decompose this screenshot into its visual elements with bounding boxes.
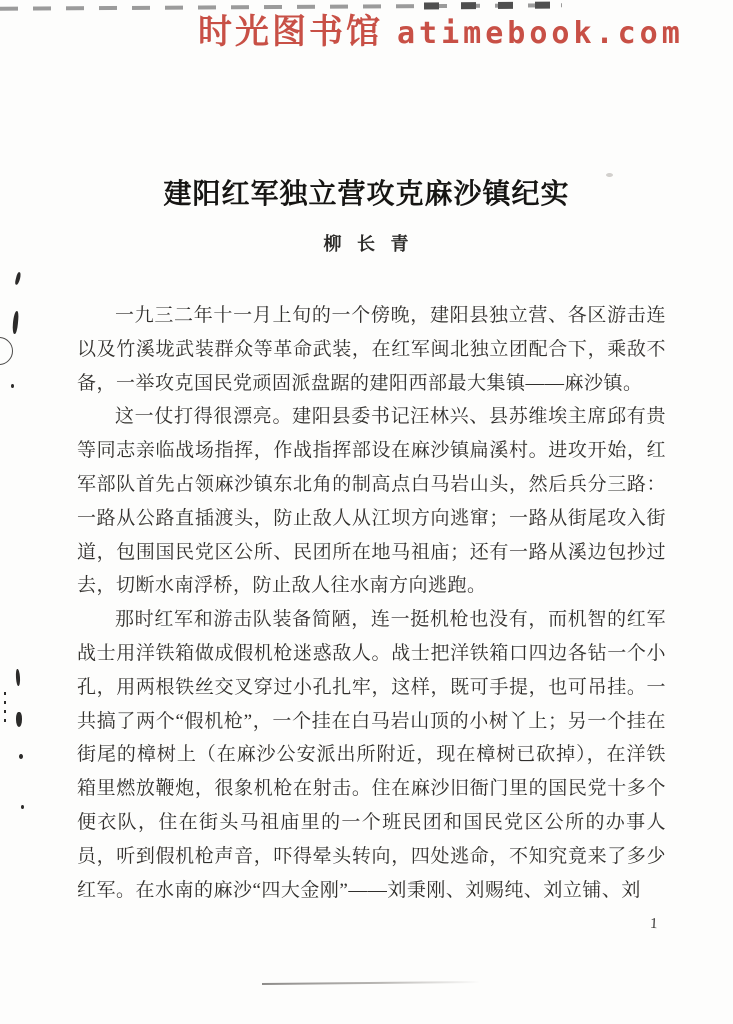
ink-circle-mark <box>0 337 13 365</box>
ink-mark <box>12 311 19 334</box>
ink-mark <box>14 272 21 286</box>
article-body <box>77 299 666 907</box>
paragraph-1: 一九三二年十一月上旬的一个傍晚，建阳县独立营、各区游击连以及竹溪垅武装群众等革命武装，在红军闽北独立团配合下，乘敌不备，一举攻克国民党顽固派盘踞的建阳西部最大集镇——麻沙镇。 <box>77 305 666 394</box>
ink-dot <box>4 719 6 722</box>
ink-dot <box>19 754 23 759</box>
page-number: 1 <box>649 915 658 933</box>
ink-dot <box>4 701 6 704</box>
watermark-site-name: 时光图书馆 <box>198 13 383 51</box>
paragraph-3: 那时红军和游击队装备简陋，连一挺机枪也没有，而机智的红军战士用洋铁箱做成假机枪迷惑敌人。战士把洋铁箱口四边各钻一个小孔，用两根铁丝交叉穿过小孔扎牢，这样，既可手提，也可吊挂。一共搞了两个“假机枪”，一个挂在白马岩山顶的小树丫上；另一个挂在街尾的樟树上（在麻沙公安派出所附近，现在樟树已砍掉），在洋铁箱里燃放鞭炮，很象机枪在射击。住在麻沙旧衙门里的国民党十多个便衣队，住在街头马祖庙里的一个班民团和国民党区公所的办事人员，听到假机枪声音，吓得晕头转向，四处逃命，不知究竟来了多少红军。在水南的麻沙“四大金刚”——刘秉刚、刘赐纯、刘立铺、刘 <box>77 609 666 901</box>
ink-mark <box>15 669 20 686</box>
paragraph-2: 这一仗打得很漂亮。建阳县委书记汪林兴、县苏维埃主席邱有贵等同志亲临战场指挥，作战指挥部设在麻沙镇扁溪村。进攻开始，红军部队首先占领麻沙镇东北角的制高点白马岩山头，然后兵分三路：一路从公路直插渡头，防止敌人从江坝方向逃窜；一路从街尾攻入街道，包围国民党区公所、民团所在地马祖庙；还有一路从溪边包抄过去，切断水南浮桥，防止敌人往水南方向逃跑。 <box>77 406 666 597</box>
faint-smudge <box>606 173 613 177</box>
article-title: 建阳红军独立营攻克麻沙镇纪实 <box>163 179 570 210</box>
site-watermark <box>198 4 684 53</box>
ink-dot <box>21 805 24 809</box>
article-author: 柳 长 青 <box>323 234 410 254</box>
scratch-line <box>262 981 480 985</box>
ink-dot <box>4 692 6 695</box>
ink-dot <box>4 710 6 713</box>
ink-mark <box>16 712 22 727</box>
watermark-site-url: atimebook.com <box>397 16 684 51</box>
ink-dot <box>11 384 14 388</box>
